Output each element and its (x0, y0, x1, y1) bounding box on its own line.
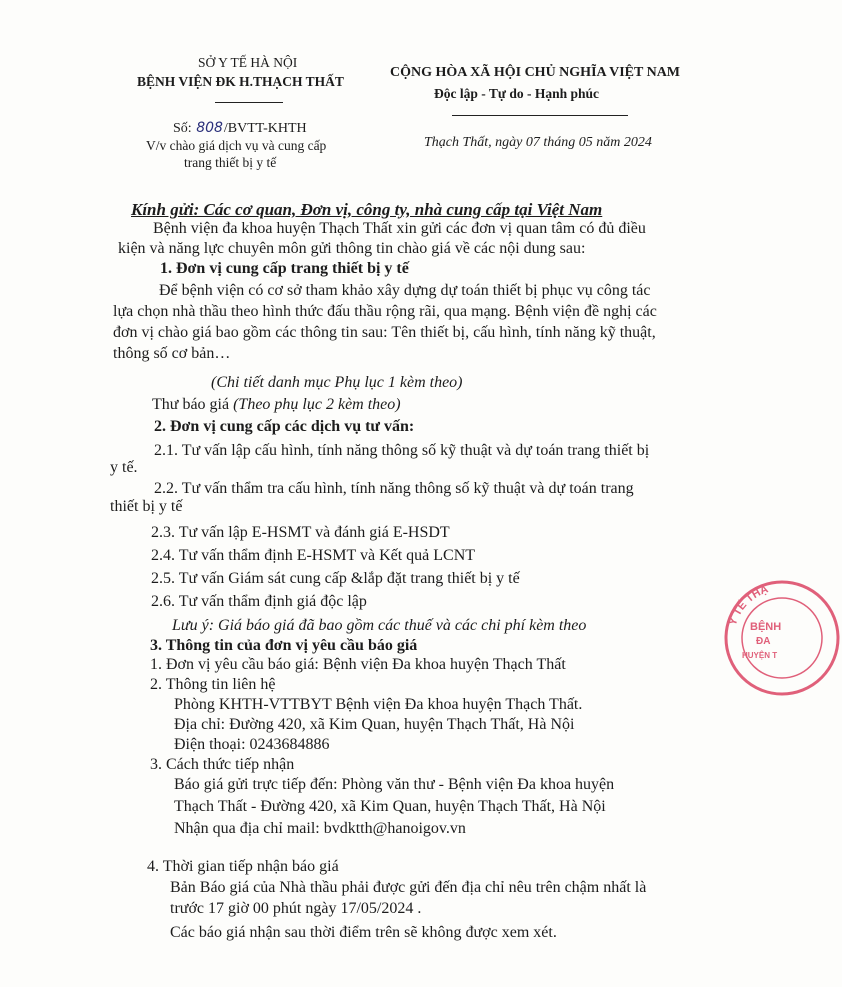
receive-line-2: Thạch Thất - Đường 420, xã Kim Quan, huyện Thạch Thất, Hà Nội (174, 798, 606, 815)
country-name: CỘNG HÒA XÃ HỘI CHỦ NGHĨA VIỆT NAM (390, 65, 681, 80)
receive-email: Nhận qua địa chỉ mail: bvdktth@hanoigov.vn (174, 820, 466, 837)
section-1-line-2: lựa chọn nhà thầu theo hình thức đấu thầu rộng rãi, qua mạng. Bệnh viện đề nghị các (113, 303, 657, 320)
quote-letter-label: Thư báo giá (152, 396, 234, 413)
receive-line-1: Báo giá gửi trực tiếp đến: Phòng văn thư - Bệnh viện Đa khoa huyện (174, 776, 615, 793)
time-line-2: trước 17 giờ 00 phút ngày 17/05/2024 . (170, 900, 422, 917)
service-2-2-line-1: 2.2. Tư vấn thẩm tra cấu hình, tính năng thông số kỹ thuật và dự toán trang (154, 480, 634, 497)
salutation: Kính gửi: Các cơ quan, Đơn vị, công ty, nhà cung cấp tại Việt Nam (131, 200, 603, 219)
appendix-2-note: (Theo phụ lục 2 kèm theo) (233, 396, 401, 413)
motto: Độc lập - Tự do - Hạnh phúc (434, 86, 600, 101)
section-1-title: 1. Đơn vị cung cấp trang thiết bị y tế (160, 260, 409, 277)
time-line-1: Bản Báo giá của Nhà thầu phải được gửi đến địa chỉ nêu trên chậm nhất là (170, 879, 647, 896)
hospital-name: BỆNH VIỆN ĐK H.THẠCH THẤT (137, 74, 344, 89)
subject-line-1: V/v chào giá dịch vụ và cung cấp (146, 138, 327, 153)
number-handwritten: 808 (196, 120, 223, 136)
service-2-2-line-2: thiết bị y tế (110, 498, 183, 515)
service-2-5: 2.5. Tư vấn Giám sát cung cấp &lắp đặt trang thiết bị y tế (151, 570, 520, 587)
document-number (173, 120, 307, 137)
header-right-rule (452, 115, 628, 116)
stamp-line-1: BỆNH (750, 621, 782, 633)
contact-department: Phòng KHTH-VTTBYT Bệnh viện Đa khoa huyện Thạch Thất. (174, 696, 583, 713)
quote-letter-line (152, 396, 401, 414)
service-2-3: 2.3. Tư vấn lập E-HSMT và đánh giá E-HSDT (151, 524, 450, 541)
service-2-1-line-2: y tế. (110, 459, 138, 476)
time-line-3: Các báo giá nhận sau thời điểm trên sẽ không được xem xét. (170, 924, 557, 941)
section-2-title: 2. Đơn vị cung cấp các dịch vụ tư vấn: (154, 418, 415, 435)
service-2-6: 2.6. Tư vấn thẩm định giá độc lập (151, 593, 367, 610)
section-3-item-4: 4. Thời gian tiếp nhận báo giá (147, 858, 339, 875)
intro-line-1: Bệnh viện đa khoa huyện Thạch Thất xin gửi các đơn vị quan tâm có đủ điều (153, 220, 646, 237)
appendix-1-note: (Chi tiết danh mục Phụ lục 1 kèm theo) (211, 374, 463, 391)
place-date: Thạch Thất, ngày 07 tháng 05 năm 2024 (424, 135, 652, 150)
stamp-line-2: ĐA (756, 636, 771, 647)
intro-line-2: kiện và năng lực chuyên môn gửi thông tin chào giá về các nội dung sau: (118, 240, 586, 257)
section-2-note: Lưu ý: Giá báo giá đã bao gồm các thuế và các chi phí kèm theo (172, 617, 587, 634)
section-1-line-4: thông số cơ bản… (113, 345, 231, 362)
header-left-rule (215, 102, 283, 103)
hospital-stamp (722, 578, 842, 698)
service-2-1-line-1: 2.1. Tư vấn lập cấu hình, tính năng thông số kỹ thuật và dự toán trang thiết bị (154, 442, 650, 459)
subject-line-2: trang thiết bị y tế (184, 155, 277, 170)
service-2-4: 2.4. Tư vấn thẩm định E-HSMT và Kết quả LCNT (151, 547, 476, 564)
section-3-item-3: 3. Cách thức tiếp nhận (150, 756, 295, 773)
number-label: Số: (173, 121, 192, 136)
section-3-item-2: 2. Thông tin liên hệ (150, 676, 276, 693)
section-3-item-1: 1. Đơn vị yêu cầu báo giá: Bệnh viện Đa khoa huyện Thạch Thất (150, 656, 566, 673)
number-suffix: /BVTT-KHTH (223, 121, 307, 136)
stamp-inner-ring (742, 598, 822, 678)
contact-phone: Điện thoại: 0243684886 (174, 736, 330, 753)
section-3-title: 3. Thông tin của đơn vị yêu cầu báo giá (150, 637, 418, 654)
stamp-arc-text: Y TẾ THẠ (726, 583, 770, 628)
stamp-line-3: HUYỆN T (742, 651, 778, 660)
section-1-line-3: đơn vị chào giá bao gồm các thông tin sau: Tên thiết bị, cấu hình, tính năng kỹ thuật, (113, 324, 656, 341)
contact-address: Địa chỉ: Đường 420, xã Kim Quan, huyện Thạch Thất, Hà Nội (174, 716, 575, 733)
section-1-line-1: Để bệnh viện có cơ sở tham khảo xây dựng dự toán thiết bị phục vụ công tác (159, 282, 651, 299)
agency-name: SỞ Y TẾ HÀ NỘI (198, 55, 298, 70)
